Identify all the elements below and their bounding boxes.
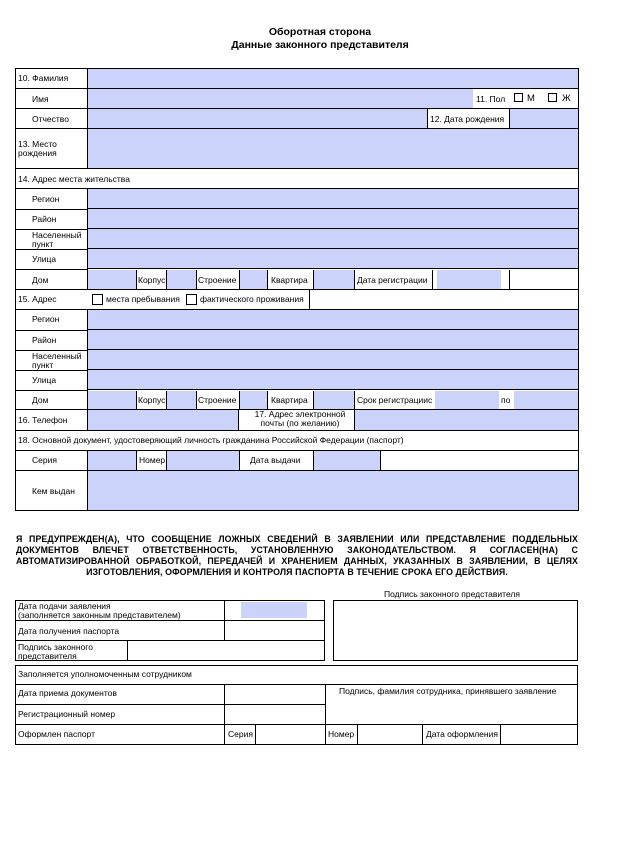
divider: [380, 451, 381, 470]
reg-number-label: Регистрационный номер: [18, 709, 116, 719]
house-label-2: Дом: [32, 395, 49, 405]
residence-label: 14. Адрес места жительства: [18, 174, 130, 184]
divider: [136, 451, 137, 470]
email-label: 17. Адрес электронной почты (по желанию): [254, 409, 346, 428]
series-label: Серия: [32, 455, 57, 465]
divider: [224, 600, 225, 640]
divider: [15, 620, 325, 621]
street-label: Улица: [32, 254, 57, 264]
birthplace-field[interactable]: [88, 129, 578, 168]
number-field[interactable]: [166, 451, 239, 470]
passport-series-label: Серия: [228, 729, 253, 739]
street-label-2: Улица: [32, 375, 57, 385]
divider: [15, 289, 579, 290]
divider: [15, 724, 578, 725]
house-field-2[interactable]: [88, 391, 136, 409]
divider: [15, 229, 88, 230]
reg-date-field[interactable]: [437, 270, 501, 289]
passport-receipt-date-label: Дата получения паспорта: [18, 626, 120, 636]
rep-signature-box[interactable]: [333, 600, 578, 661]
divider: [238, 410, 239, 430]
patronymic-label: Отчество: [32, 114, 69, 124]
street-field-2[interactable]: [88, 370, 578, 390]
building-field-2[interactable]: [166, 391, 196, 409]
building-label-2: Корпус: [138, 395, 166, 405]
actual-residence-label: фактического проживания: [200, 294, 304, 304]
passport-number-label: Номер: [328, 729, 355, 739]
building-label: Корпус: [138, 275, 166, 285]
passport-issued-label: Оформлен паспорт: [18, 729, 95, 739]
surname-field[interactable]: [88, 69, 578, 88]
divider: [267, 270, 268, 289]
issued-by-label: Кем выдан: [32, 486, 75, 496]
reg-period-to-field[interactable]: [514, 391, 578, 409]
apartment-label-2: Квартира: [271, 395, 308, 405]
region-field[interactable]: [88, 189, 578, 209]
submission-date-note: (заполняется законным представителем): [18, 610, 181, 620]
submission-date-field[interactable]: [241, 602, 307, 618]
issued-by-field[interactable]: [88, 471, 578, 510]
rep-signature-title: Подпись законного представителя: [384, 589, 520, 599]
divider: [15, 640, 325, 641]
divider: [15, 430, 579, 431]
officer-section-label: Заполняется уполномоченным сотрудником: [18, 669, 192, 679]
phone-field[interactable]: [88, 410, 238, 430]
divider: [15, 684, 578, 685]
surname-label: 10. Фамилия: [18, 73, 69, 83]
divider: [15, 704, 325, 705]
locality-label-2: Населенный пункт: [32, 351, 82, 370]
divider: [15, 269, 88, 270]
divider: [136, 391, 137, 409]
apartment-field[interactable]: [313, 270, 354, 289]
district-field[interactable]: [88, 209, 578, 229]
locality-field-2[interactable]: [88, 350, 578, 370]
divider: [127, 640, 128, 661]
divider: [196, 391, 197, 409]
reg-period-from-field[interactable]: [435, 391, 499, 409]
sex-female-label: Ж: [562, 93, 571, 104]
issue-date-label: Дата выдачи: [250, 455, 301, 465]
issue-date-field[interactable]: [314, 451, 380, 470]
email-field[interactable]: [355, 410, 578, 430]
name-label: Имя: [32, 94, 49, 104]
structure-label: Строение: [198, 275, 237, 285]
divider: [15, 350, 88, 351]
divider: [224, 724, 225, 745]
divider: [267, 391, 268, 409]
submission-date-label: Дата подачи заявления: [18, 601, 111, 611]
divider: [224, 684, 225, 724]
divider: [15, 370, 88, 371]
divider: [325, 684, 326, 724]
divider: [509, 270, 510, 289]
legal-warning: Я ПРЕДУПРЕЖДЕН(А), ЧТО СООБЩЕНИЕ ЛОЖНЫХ СВЕДЕНИЙ В ЗАЯВЛЕНИИ ИЛИ ПРЕДСТАВЛЕНИЕ ПОДДЕЛЬНЫХ ДОКУМЕНТОВ ВЛЕЧЕТ ОТВЕТСТВЕННОСТЬ, УСТАНОВЛЕННУЮ ЗАКОНОДАТЕЛЬСТВОМ. Я СОГЛАСЕН(НА) С АВТОМАТИЗИРОВАННОЙ ОБРАБОТКОЙ, ПЕРЕДАЧЕЙ И ХРАНЕНИЕМ ДАННЫХ, УКАЗАННЫХ В ЗАЯВЛЕНИИ, В ЦЕЛЯХ ИЗГОТОВЛЕНИЯ, ОФОРМЛЕНИЯ И КОНТРОЛЯ ПАСПОРТА В ТЕЧЕНИЕ СРОКА ЕГО ДЕЙСТВИЯ.: [16, 534, 578, 577]
locality-field[interactable]: [88, 229, 578, 249]
stay-place-label: места пребывания: [106, 294, 180, 304]
sex-male-label: М: [527, 93, 535, 104]
divider: [354, 391, 355, 409]
divider: [15, 249, 88, 250]
number-label: Номер: [139, 455, 166, 465]
passport-issue-date-label: Дата оформления: [426, 729, 498, 739]
sex-male-checkbox[interactable]: [514, 93, 523, 102]
structure-field-2[interactable]: [239, 391, 267, 409]
officer-signature-label: Подпись, фамилия сотрудника, принявшего заявление: [339, 686, 557, 696]
divider: [422, 724, 423, 745]
reg-date-label: Дата регистрации: [357, 275, 428, 285]
birthplace-label: 13. Место рождения: [18, 139, 57, 158]
house-label: Дом: [32, 275, 49, 285]
address-label: 15. Адрес: [18, 294, 57, 304]
divider: [15, 390, 88, 391]
divider: [15, 168, 579, 169]
reg-period-from-label: с: [428, 395, 433, 405]
phone-label: 16. Телефон: [18, 415, 68, 425]
district-label: Район: [32, 214, 57, 224]
sex-label: 11. Пол: [476, 94, 506, 104]
reg-period-label: Срок регистрации: [357, 395, 428, 405]
region-field-2[interactable]: [88, 310, 578, 330]
actual-residence-checkbox[interactable]: [186, 294, 197, 305]
building-field[interactable]: [166, 270, 196, 289]
structure-field[interactable]: [239, 270, 267, 289]
birthdate-field[interactable]: [509, 109, 578, 128]
docs-receipt-date-label: Дата приема документов: [18, 688, 117, 698]
sex-female-checkbox[interactable]: [548, 93, 557, 102]
divider: [15, 209, 88, 210]
locality-label: Населенный пункт: [32, 230, 82, 249]
divider: [357, 724, 358, 745]
rep-signature-label: Подпись законного представителя: [18, 642, 93, 661]
page-title: Оборотная сторона: [268, 26, 372, 38]
patronymic-field[interactable]: [88, 109, 427, 128]
birthdate-label: 12. Дата рождения: [430, 114, 505, 124]
name-field[interactable]: [88, 89, 473, 108]
divider: [15, 330, 88, 331]
divider: [255, 724, 256, 745]
divider: [309, 290, 310, 309]
divider: [500, 724, 501, 745]
apartment-label: Квартира: [271, 275, 308, 285]
stay-place-checkbox[interactable]: [92, 294, 103, 305]
divider: [239, 451, 240, 470]
document-label: 18. Основной документ, удостоверяющий личность гражданина Российской Федерации (паспорт): [18, 435, 404, 445]
reg-period-to-label: по: [501, 395, 511, 405]
street-field[interactable]: [88, 249, 578, 269]
divider: [432, 270, 433, 289]
divider: [196, 270, 197, 289]
region-label-2: Регион: [32, 314, 60, 324]
apartment-field-2[interactable]: [313, 391, 354, 409]
divider: [427, 109, 428, 128]
divider: [354, 270, 355, 289]
page-subtitle: Данные законного представителя: [231, 39, 409, 51]
region-label: Регион: [32, 194, 60, 204]
district-field-2[interactable]: [88, 330, 578, 350]
series-field[interactable]: [88, 451, 136, 470]
district-label-2: Район: [32, 335, 57, 345]
house-field[interactable]: [88, 270, 136, 289]
structure-label-2: Строение: [198, 395, 237, 405]
divider: [136, 270, 137, 289]
divider: [325, 724, 326, 745]
